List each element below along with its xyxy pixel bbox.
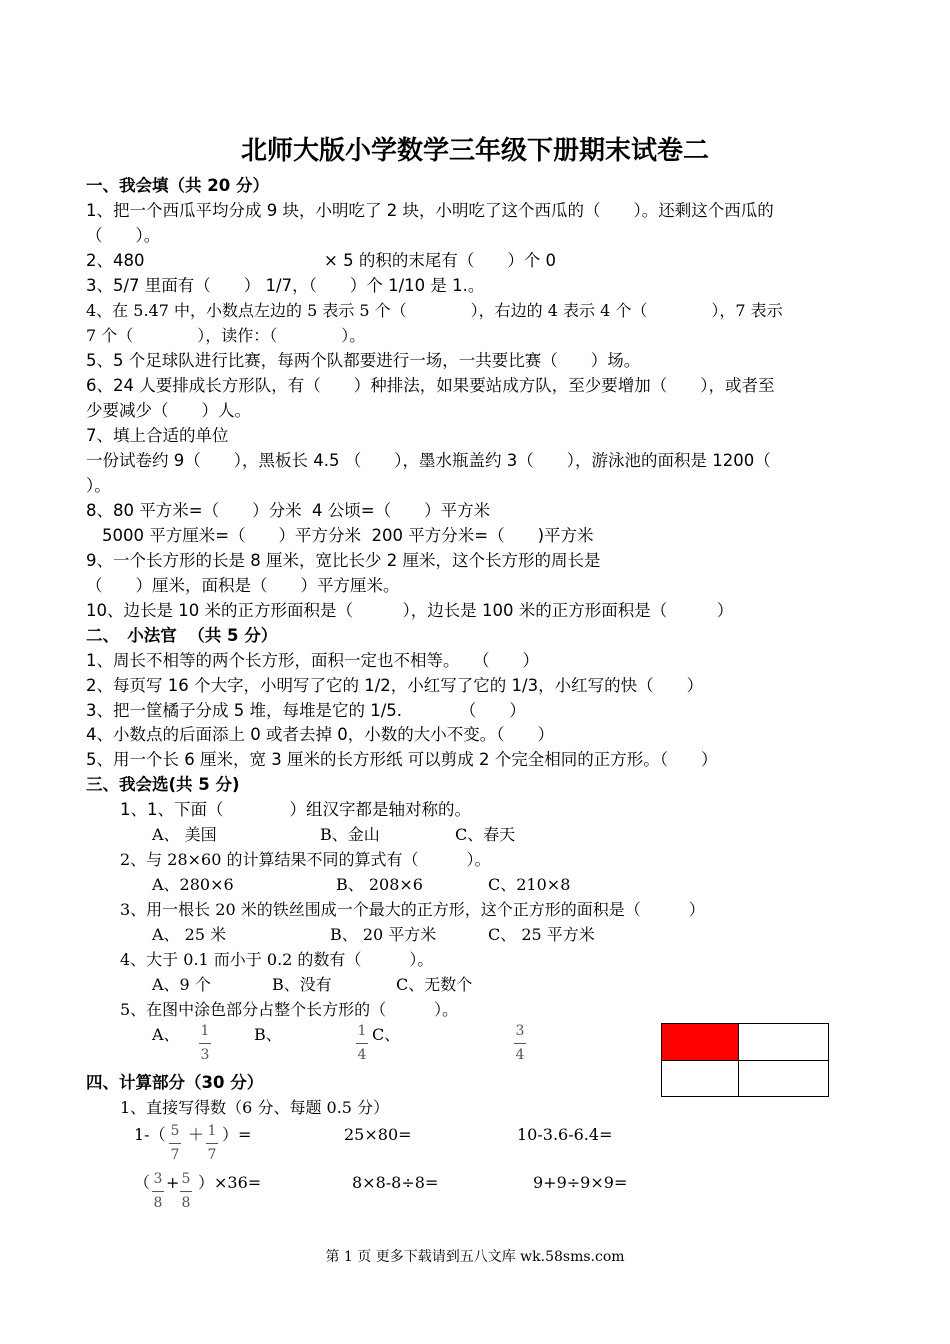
question-text: 5、用一个长 6 厘米，宽 3 厘米的长方形纸 可以剪成 2 个完全相同的正方形。（ ） (86, 750, 718, 769)
fraction-one-seventh: 1 7 (207, 1123, 217, 1163)
calc-expression: 1-（ (134, 1125, 166, 1144)
option-b: B、 (254, 1025, 282, 1044)
question-text: 7、填上合适的单位 (86, 426, 229, 445)
option-a: A、 (152, 1025, 180, 1044)
calc-operator: + (166, 1173, 180, 1192)
option-b: B、金山 (320, 825, 380, 844)
option-c: C、 (372, 1025, 401, 1044)
fraction-three-quarters: 3 4 (515, 1023, 525, 1063)
page-footer: 第 1 页 更多下载请到五八文库 wk.58sms.com (325, 1249, 625, 1265)
shaded-cell (662, 1024, 738, 1060)
question-text: 3、把一筐橘子分成 5 堆，每堆是它的 1/5. （ ） (86, 701, 526, 720)
question-text: 2、每页写 16 个大字，小明写了它的 1/2，小红写了它的 1/3，小红写的快（ ） (86, 676, 704, 695)
option-a: A、9 个 (152, 975, 211, 994)
option-b: B、 208×6 (336, 875, 423, 894)
question-text: 5、5 个足球队进行比赛，每两个队都要进行一场，一共要比赛（ ）场。 (86, 351, 641, 370)
grid-divider (662, 1060, 828, 1061)
question-text: 9、一个长方形的长是 8 厘米，宽比长少 2 厘米，这个长方形的周长是 (86, 551, 601, 570)
fraction-five-sevenths: 5 7 (170, 1123, 180, 1163)
question-text: 4、大于 0.1 而小于 0.2 的数有（ ）。 (120, 950, 434, 969)
option-c: C、春天 (455, 825, 516, 844)
question-text: 5000 平方厘米=（ ）平方分米 200 平方分米=（ )平方米 (102, 526, 594, 545)
calc-expression: 10-3.6-6.4= (517, 1125, 613, 1144)
calc-expression: 8×8-8÷8= (352, 1173, 439, 1192)
calc-expression: ）= (222, 1125, 252, 1144)
section-4-heading: 四、计算部分（30 分） (86, 1073, 264, 1092)
shaded-rectangle-figure (661, 1023, 829, 1097)
question-text: 4、小数点的后面添上 0 或者去掉 0，小数的大小不变。（ ） (86, 725, 554, 744)
option-b: B、 20 平方米 (330, 925, 437, 944)
question-text: 7 个（ ），读作：（ ）。 (86, 326, 366, 345)
question-text: 3、5/7 里面有（ ） 1/7，（ ）个 1/10 是 1.。 (86, 276, 485, 295)
option-c: C、无数个 (396, 975, 473, 994)
subsection-title: 1、直接写得数（6 分、每题 0.5 分） (120, 1098, 390, 1117)
question-text: 1、1、下面（ ）组汉字都是轴对称的。 (120, 800, 471, 819)
fraction-one-quarter: 1 4 (357, 1023, 367, 1063)
calc-expression: ）×36= (198, 1173, 262, 1192)
section-2-heading: 二、 小法官 （共 5 分） (86, 626, 278, 645)
question-text: × 5 的积的末尾有（ ）个 0 (324, 251, 557, 270)
option-c: C、210×8 (488, 875, 571, 894)
option-a: A、 25 米 (152, 925, 227, 944)
question-text: 2、480 (86, 251, 145, 270)
calc-expression: （ (134, 1173, 151, 1192)
option-a: A、280×6 (152, 875, 234, 894)
option-b: B、没有 (272, 975, 332, 994)
question-text: ）。 (86, 476, 111, 495)
question-text: 3、用一根长 20 米的铁丝围成一个最大的正方形，这个正方形的面积是（ ） (120, 900, 705, 919)
question-text: 5、在图中涂色部分占整个长方形的（ ）。 (120, 1000, 459, 1019)
page-title: 北师大版小学数学三年级下册期末试卷二 (240, 136, 709, 166)
option-c: C、 25 平方米 (488, 925, 595, 944)
calc-expression: 25×80= (344, 1125, 412, 1144)
question-text: 一份试卷约 9（ ），黑板长 4.5 （ ），墨水瓶盖约 3（ ），游泳池的面积是 1200（ (86, 451, 771, 470)
question-text: 10、边长是 10 米的正方形面积是（ ），边长是 100 米的正方形面积是（ ） (86, 601, 734, 620)
question-text: 4、在 5.47 中，小数点左边的 5 表示 5 个（ ），右边的 4 表示 4 个（ ），7 表示 (86, 301, 783, 320)
question-text: 1、周长不相等的两个长方形，面积一定也不相等。 （ ） (86, 651, 539, 670)
question-text: （ ）。 (86, 226, 161, 245)
fraction-three-eighths: 3 8 (153, 1171, 163, 1211)
fraction-one-third: 1 3 (200, 1023, 210, 1063)
question-text: 1、把一个西瓜平均分成 9 块，小明吃了 2 块，小明吃了这个西瓜的（ ）。还剩这个西瓜的 (86, 201, 774, 220)
section-3-heading: 三、我会选(共 5 分) (86, 775, 240, 794)
question-text: （ ）厘米，面积是（ ）平方厘米。 (86, 576, 400, 595)
section-1-heading: 一、我会填（共 20 分） (86, 176, 269, 195)
option-a: A、 美国 (152, 825, 217, 844)
question-text: 少要减少（ ）人。 (86, 401, 251, 420)
calc-operator: ＋ (188, 1125, 205, 1144)
fraction-five-eighths: 5 8 (181, 1171, 191, 1211)
question-text: 2、与 28×60 的计算结果不同的算式有（ ）。 (120, 850, 491, 869)
question-text: 8、80 平方米=（ ）分米 4 公顷=（ ）平方米 (86, 501, 491, 520)
question-text: 6、24 人要排成长方形队，有（ ）种排法，如果要站成方队，至少要增加（ ），或者至 (86, 376, 775, 395)
calc-expression: 9+9÷9×9= (533, 1173, 628, 1192)
